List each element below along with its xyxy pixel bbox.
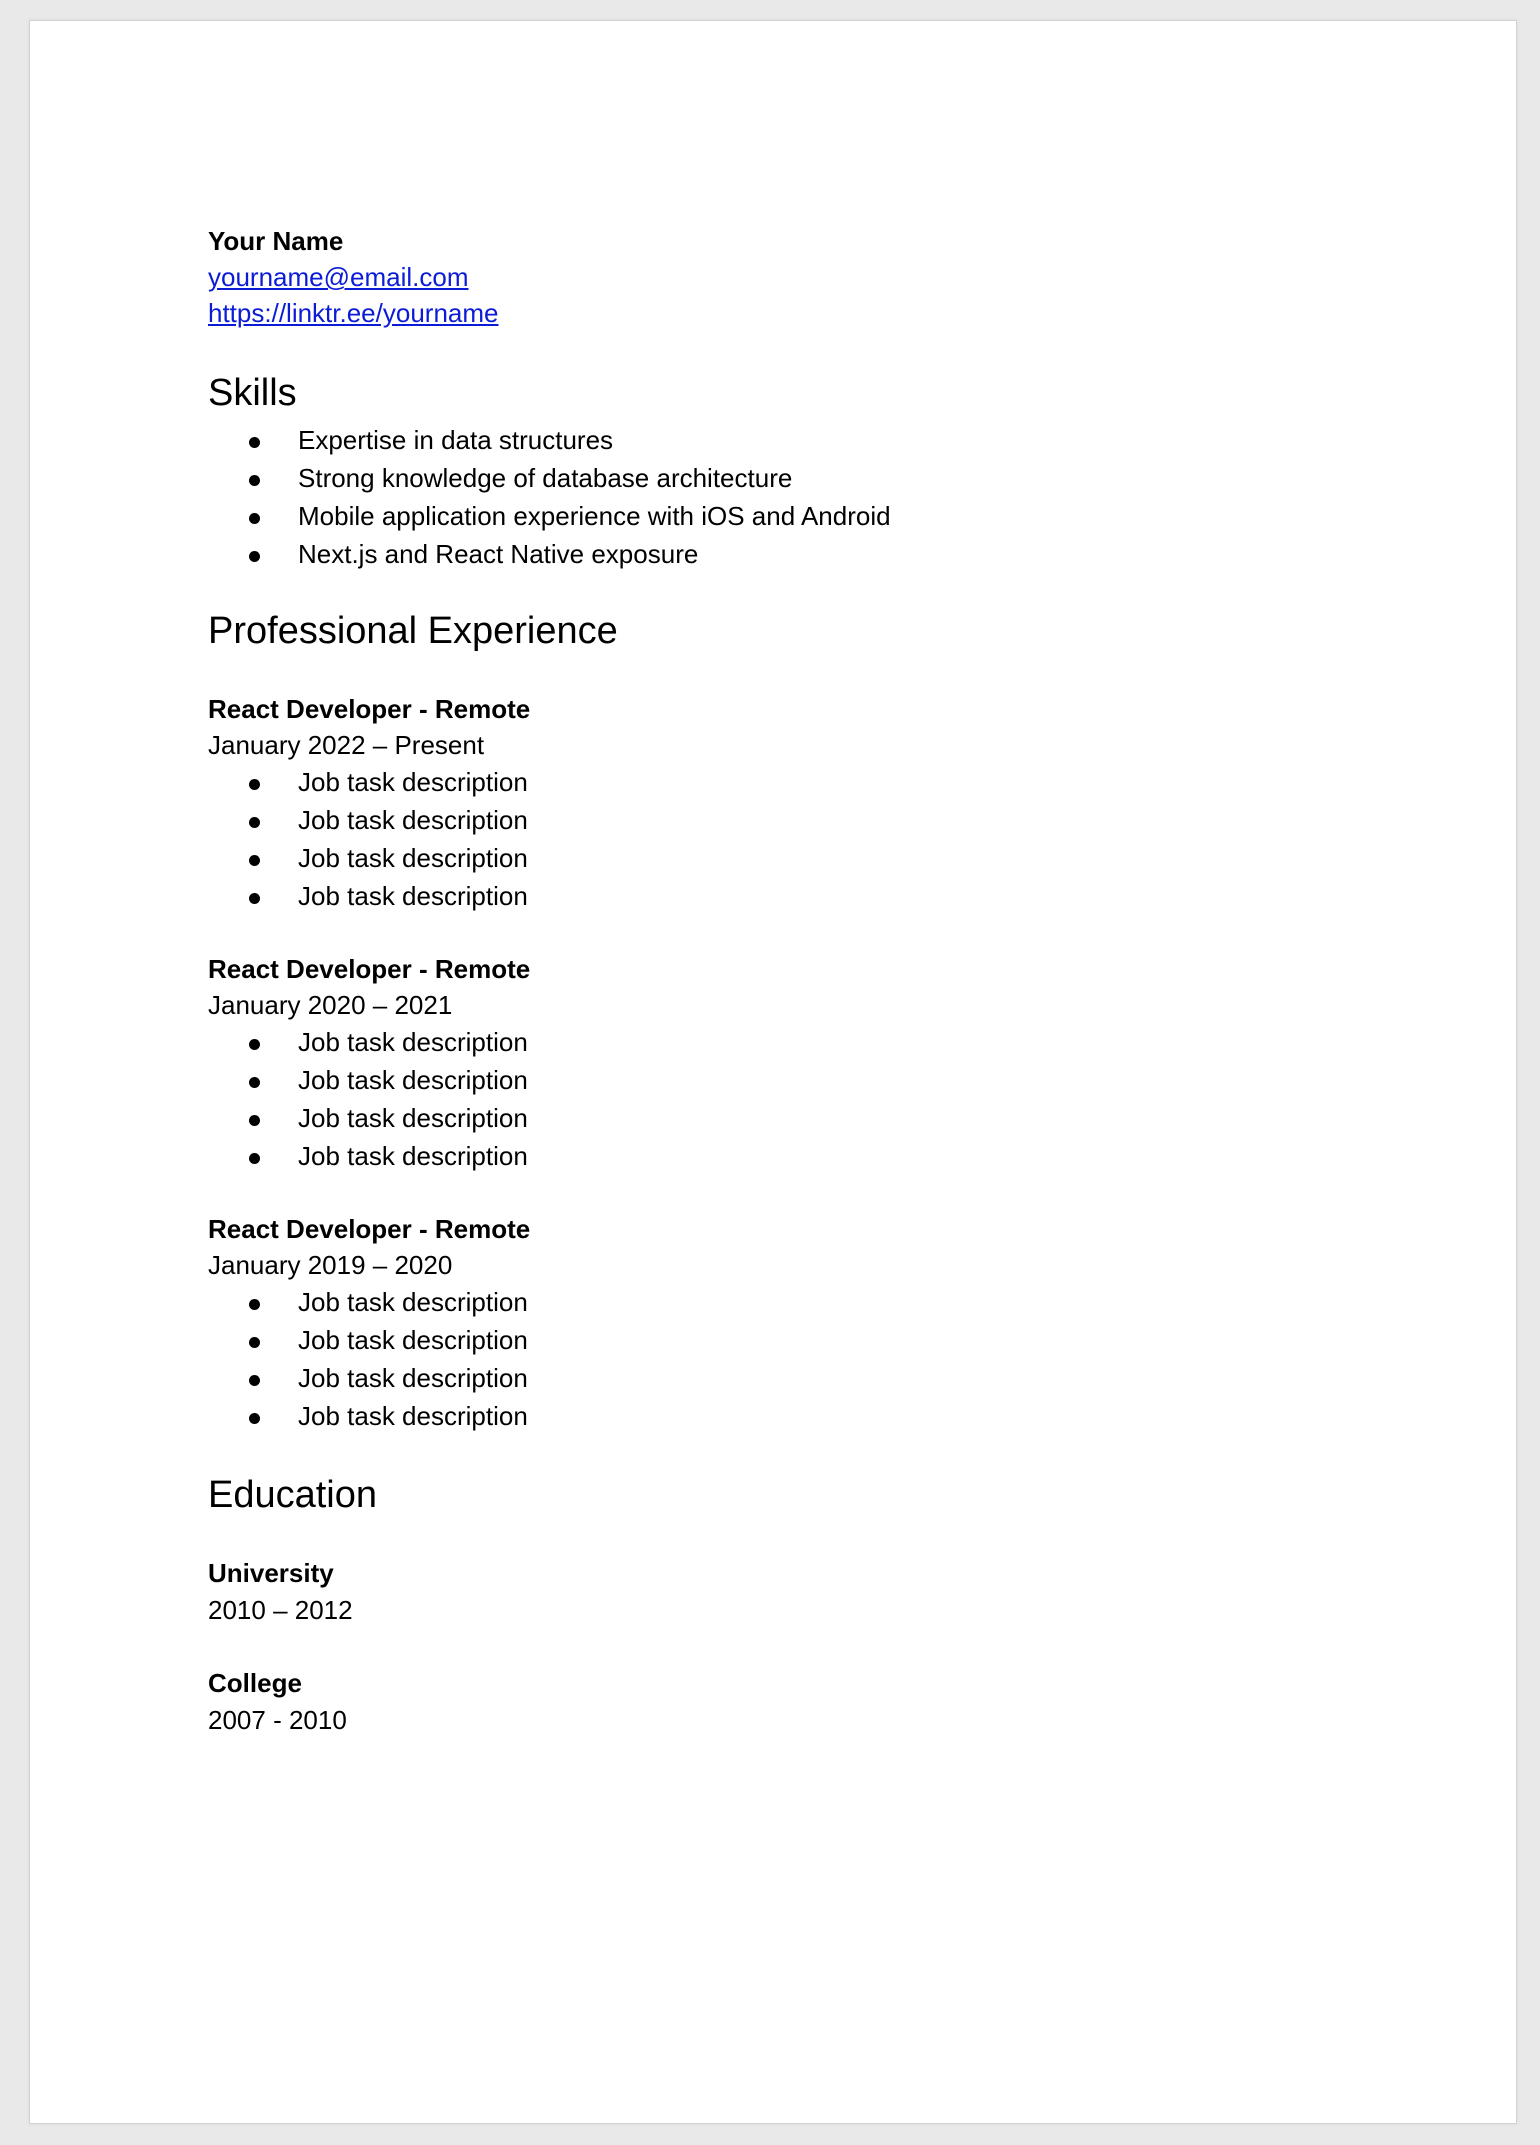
skill-item: Strong knowledge of database architecture — [208, 459, 1358, 497]
education-heading: Education — [208, 1474, 378, 1516]
job-task: Job task description — [208, 763, 1358, 801]
education-entry — [208, 1555, 1358, 1629]
email-link[interactable]: yourname@email.com — [208, 262, 469, 292]
job-task-list — [208, 1283, 1358, 1435]
job-task-list — [208, 763, 1358, 915]
education-entry — [208, 1665, 1358, 1739]
job-task: Job task description — [208, 1283, 1358, 1321]
job-task: Job task description — [208, 1397, 1358, 1435]
job-entry — [208, 691, 1358, 915]
job-dates: January 2019 – 2020 — [208, 1250, 453, 1280]
skill-item: Mobile application experience with iOS and Android — [208, 497, 1358, 535]
job-task: Job task description — [208, 1137, 1358, 1175]
skill-item: Next.js and React Native exposure — [208, 535, 1358, 573]
education-years: 2010 – 2012 — [208, 1595, 353, 1625]
linktree-link[interactable]: https://linktr.ee/yourname — [208, 298, 499, 328]
resume-content — [208, 223, 1358, 1775]
education-years: 2007 - 2010 — [208, 1705, 347, 1735]
job-task: Job task description — [208, 801, 1358, 839]
skill-item: Expertise in data structures — [208, 421, 1358, 459]
job-entry — [208, 1211, 1358, 1435]
skills-heading: Skills — [208, 372, 297, 414]
job-task: Job task description — [208, 1321, 1358, 1359]
skills-list — [208, 421, 1358, 573]
job-dates: January 2022 – Present — [208, 730, 485, 760]
document-page — [29, 20, 1517, 2124]
experience-heading: Professional Experience — [208, 610, 618, 652]
job-title: React Developer - Remote — [208, 1214, 531, 1244]
job-dates: January 2020 – 2021 — [208, 990, 453, 1020]
job-task: Job task description — [208, 839, 1358, 877]
job-task-list — [208, 1023, 1358, 1175]
job-title: React Developer - Remote — [208, 694, 531, 724]
job-task: Job task description — [208, 1099, 1358, 1137]
resume-name: Your Name — [208, 226, 344, 256]
education-institution: University — [208, 1558, 334, 1588]
job-title: React Developer - Remote — [208, 954, 531, 984]
job-task: Job task description — [208, 877, 1358, 915]
job-task: Job task description — [208, 1061, 1358, 1099]
job-task: Job task description — [208, 1023, 1358, 1061]
job-task: Job task description — [208, 1359, 1358, 1397]
job-entry — [208, 951, 1358, 1175]
education-institution: College — [208, 1668, 302, 1698]
